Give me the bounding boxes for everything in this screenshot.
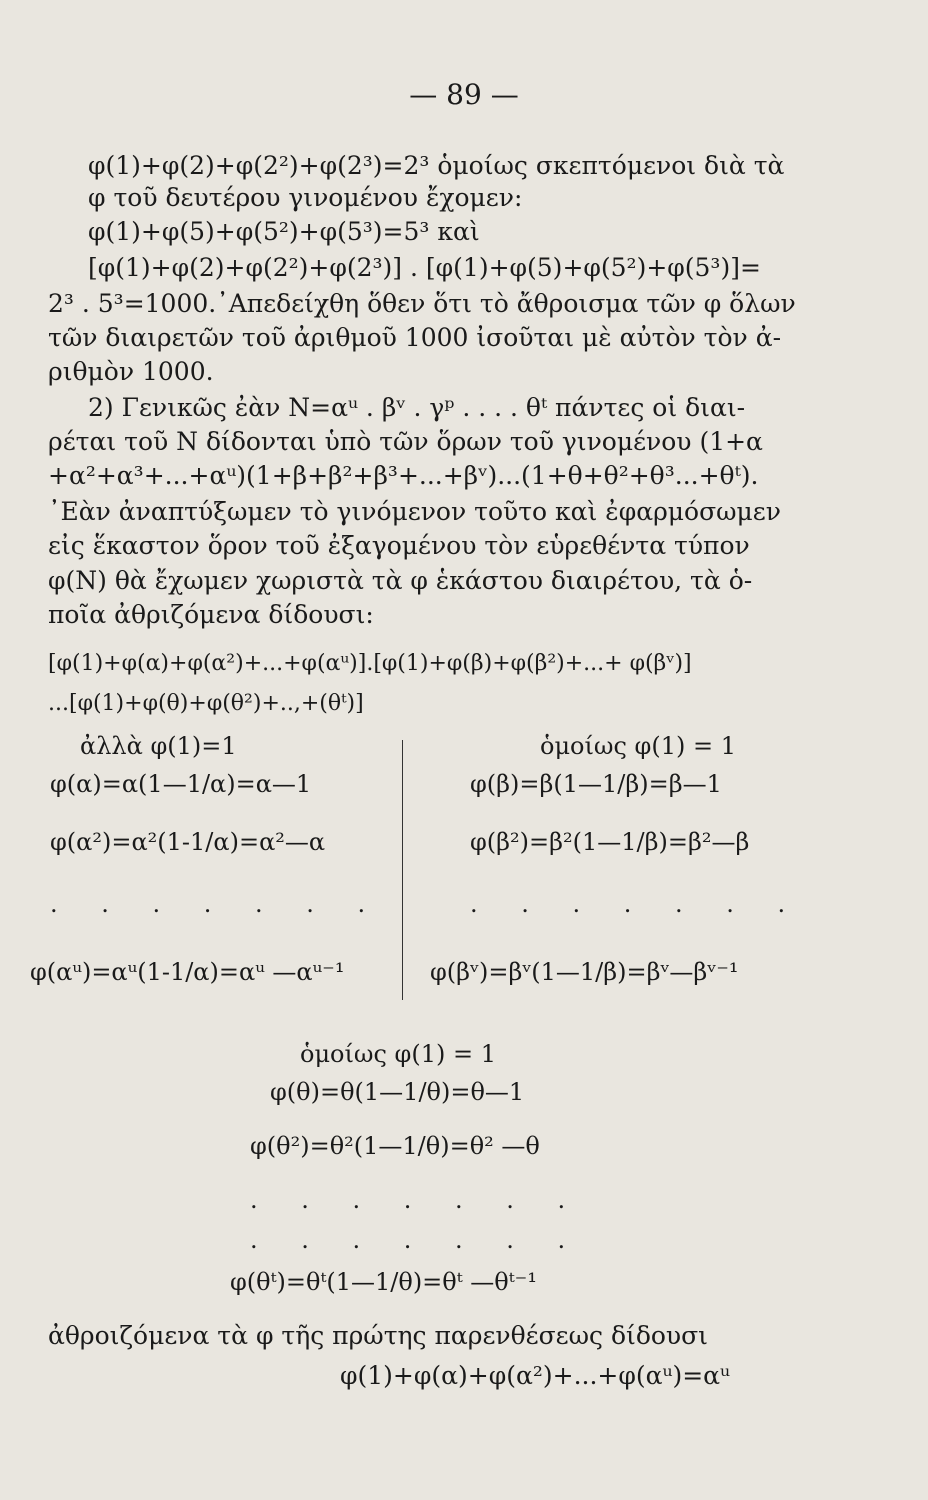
left-col-eq-2: φ(α²)=α²(1-1/α)=α²—α xyxy=(50,828,326,856)
text-line-1: φ(1)+φ(2)+φ(2²)+φ(2³)=2³ ὁμοίως σκεπτόμενοι διὰ τὰ xyxy=(88,151,785,180)
text-line-9: ρέται τοῦ N δίδονται ὑπὸ τῶν ὅρων τοῦ γινομένου (1+α xyxy=(48,427,763,456)
text-line-13: φ(N) θὰ ἔχωμεν χωριστὰ τὰ φ ἑκάστου διαιρέτου, τὰ ὁ- xyxy=(48,566,753,595)
text-line-2: φ τοῦ δευτέρου γινομένου ἔχομεν: xyxy=(88,183,523,212)
text-line-6: τῶν διαιρετῶν τοῦ ἀριθμοῦ 1000 ἰσοῦται μὲ αὐτὸν τὸν ἀ- xyxy=(48,323,782,352)
formula-line-2: ...[φ(1)+φ(θ)+φ(θ²)+..,+(θᵗ)] xyxy=(48,691,364,716)
text-line-7: ριθμὸν 1000. xyxy=(48,357,214,386)
left-col-eq-3: φ(αᵘ)=αᵘ(1-1/α)=αᵘ —αᵘ⁻¹ xyxy=(30,958,345,986)
right-col-eq-1: φ(β)=β(1—1/β)=β—1 xyxy=(470,770,722,798)
right-col-dots: . . . . . . . xyxy=(470,890,804,918)
left-col-head: ἀλλὰ φ(1)=1 xyxy=(80,732,237,760)
text-line-14: ποῖα ἀθριζόμενα δίδουσι: xyxy=(48,600,374,629)
theta-eq-2: φ(θ²)=θ²(1—1/θ)=θ² —θ xyxy=(250,1132,540,1160)
theta-eq-3: φ(θᵗ)=θᵗ(1—1/θ)=θᵗ —θᵗ⁻¹ xyxy=(230,1268,537,1296)
text-line-5: 2³ . 5³=1000.᾿Απεδείχθη ὅθεν ὅτι τὸ ἄθροισμα τῶν φ ὅλων xyxy=(48,289,796,318)
text-line-4: [φ(1)+φ(2)+φ(2²)+φ(2³)] . [φ(1)+φ(5)+φ(5²)+φ(5³)]= xyxy=(88,253,761,282)
column-divider xyxy=(402,740,403,1000)
theta-dots-2: . . . . . . . xyxy=(250,1226,584,1254)
theta-dots-1: . . . . . . . xyxy=(250,1186,584,1214)
theta-eq-1: φ(θ)=θ(1—1/θ)=θ—1 xyxy=(270,1078,525,1106)
theta-head: ὁμοίως φ(1) = 1 xyxy=(300,1040,496,1068)
right-col-eq-2: φ(β²)=β²(1—1/β)=β²—β xyxy=(470,828,750,856)
text-line-3: φ(1)+φ(5)+φ(5²)+φ(5³)=5³ καὶ xyxy=(88,217,480,246)
text-line-8: 2) Γενικῶς ἐὰν N=αᵘ . βᵛ . γᵖ . . . . θᵗ πάντες οἱ διαι- xyxy=(88,393,746,422)
page-number: — 89 — xyxy=(409,78,519,111)
closing-line-1: ἀθροιζόμενα τὰ φ τῆς πρώτης παρενθέσεως δίδουσι xyxy=(48,1321,708,1350)
left-col-eq-1: φ(α)=α(1—1/α)=α—1 xyxy=(50,770,312,798)
right-col-eq-3: φ(βᵛ)=βᵛ(1—1/β)=βᵛ—βᵛ⁻¹ xyxy=(430,958,739,986)
formula-line-1: [φ(1)+φ(α)+φ(α²)+...+φ(αᵘ)].[φ(1)+φ(β)+φ(β²)+...+ φ(βᵛ)] xyxy=(48,651,692,676)
text-line-12: εἰς ἕκαστον ὅρον τοῦ ἐξαγομένου τὸν εὑρεθέντα τύπον xyxy=(48,531,750,560)
text-line-11: ᾿Εὰν ἀναπτύξωμεν τὸ γινόμενον τοῦτο καὶ ἐφαρμόσωμεν xyxy=(48,497,781,526)
text-line-10: +α²+α³+...+αᵘ)(1+β+β²+β³+...+βᵛ)...(1+θ+θ²+θ³...+θᵗ). xyxy=(48,461,759,490)
left-col-dots: . . . . . . . xyxy=(50,890,384,918)
closing-line-2: φ(1)+φ(α)+φ(α²)+...+φ(αᵘ)=αᵘ xyxy=(340,1361,731,1390)
right-col-head: ὁμοίως φ(1) = 1 xyxy=(540,732,736,760)
